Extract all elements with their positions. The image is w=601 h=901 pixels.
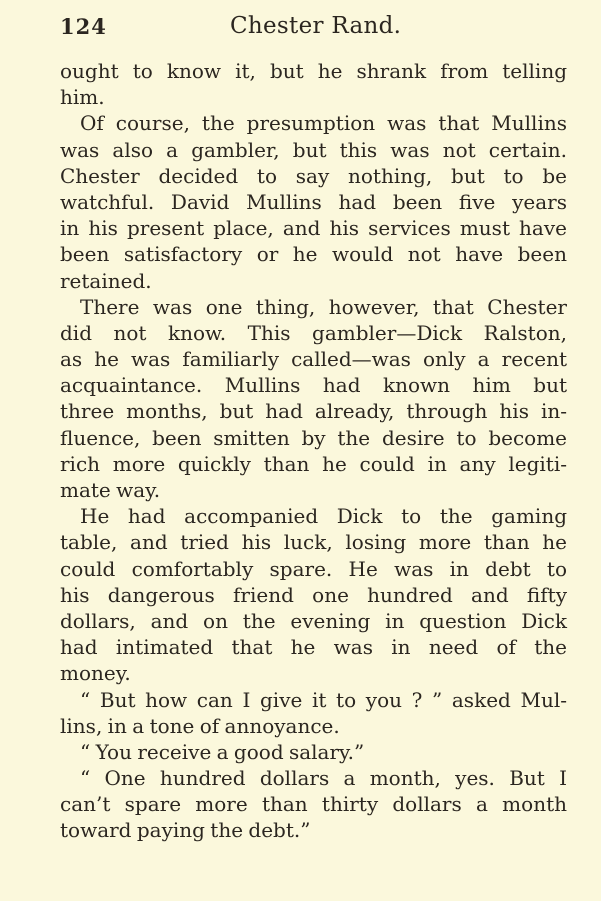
page-header [60, 14, 540, 44]
text-line: toward paying the debt.” [60, 818, 311, 843]
text-line: as he was familiarly called—was only a recent [60, 347, 567, 372]
running-title: Chester Rand. [230, 13, 402, 39]
text-line: could comfortably spare. He was in debt to [60, 556, 567, 581]
text-line: did not know. This gambler—Dick Ralston, [60, 320, 567, 345]
text-line: his dangerous friend one hundred and fifty [60, 582, 567, 607]
text-line: table, and tried his luck, losing more than he [60, 530, 567, 555]
text-line: Chester decided to say nothing, but to be [60, 163, 567, 188]
text-line: retained. [60, 268, 152, 293]
text-line: in his present place, and his services must have [60, 216, 567, 241]
text-line: money. [60, 661, 131, 686]
body-text [60, 58, 567, 844]
text-line: There was one thing, however, that Chester [80, 294, 567, 319]
text-line: watchful. David Mullins had been five years [60, 189, 567, 214]
text-line: “ But how can I give it to you ? ” asked Mul- [80, 687, 567, 712]
text-line: ought to know it, but he shrank from telling [60, 59, 567, 83]
page-number: 124 [60, 14, 107, 39]
text-line: mate way. [60, 478, 161, 502]
text-line: dollars, and on the evening in question Dick [60, 608, 567, 633]
text-line: can’t spare more than thirty dollars a month [60, 792, 567, 817]
text-line: He had accompanied Dick to the gaming [80, 504, 567, 529]
text-line: fluence, been smitten by the desire to become [60, 425, 567, 450]
text-line: “ One hundred dollars a month, yes. But I [80, 766, 567, 791]
text-line: rich more quickly than he could in any legiti- [60, 451, 567, 476]
text-line: three months, but had already, through his in- [60, 399, 567, 424]
text-line: him. [60, 85, 105, 110]
text-line: acquaintance. Mullins had known him but [60, 373, 567, 398]
text-line: had intimated that he was in need of the [60, 635, 567, 660]
text-line: Of course, the presumption was that Mullins [80, 111, 567, 136]
text-line: lins, in a tone of annoyance. [60, 713, 340, 738]
text-line: was also a gambler, but this was not certain. [60, 137, 567, 162]
text-line: “ You receive a good salary.” [80, 739, 365, 764]
text-line: been satisfactory or he would not have been [60, 242, 567, 267]
